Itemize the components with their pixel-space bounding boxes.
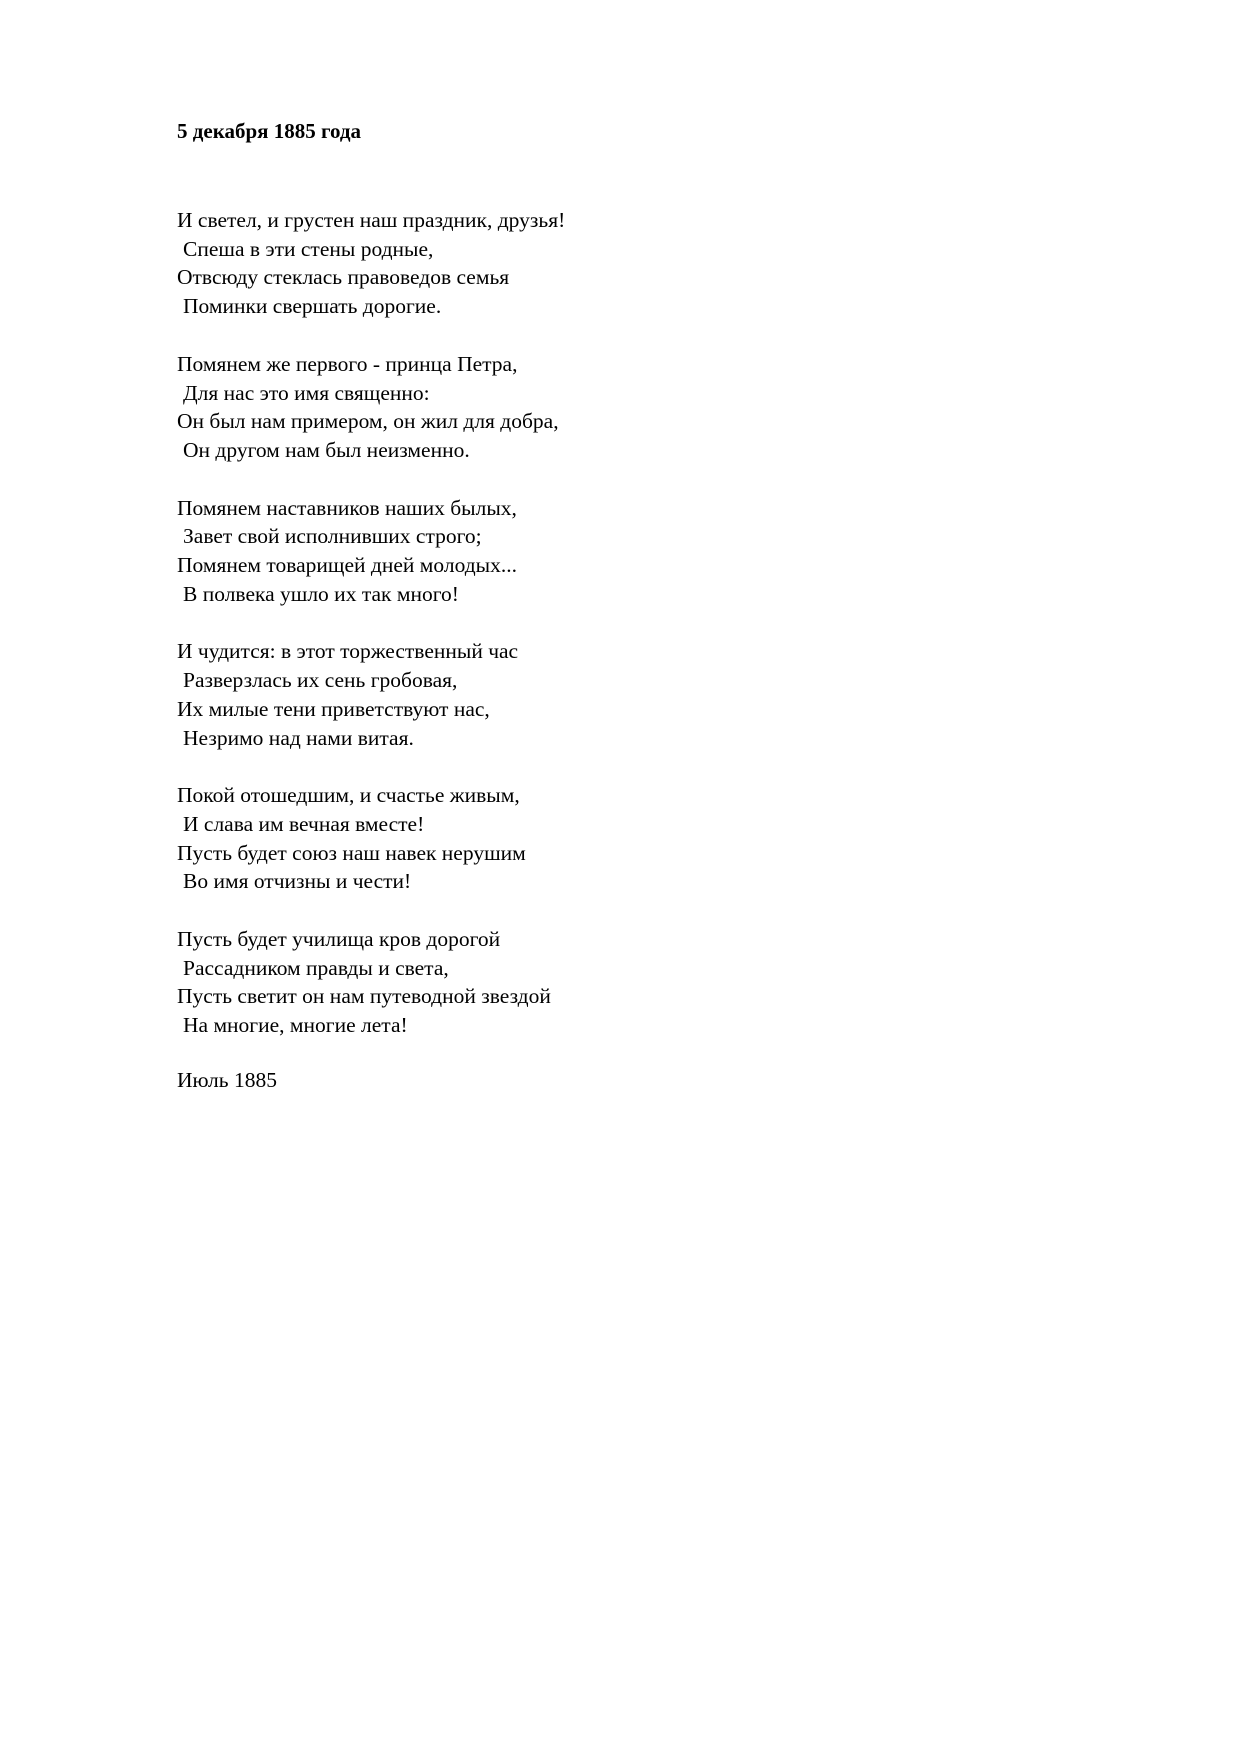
poem-line: И слава им вечная вместе! — [183, 811, 425, 836]
poem-line: Разверзлась их сень гробовая, — [183, 668, 458, 693]
stanza — [177, 781, 1077, 896]
poem-line: Поминки свершать дорогие. — [183, 294, 442, 319]
poem-body — [177, 206, 1077, 1069]
stanza — [177, 494, 1077, 609]
poem-line: Спеша в эти стены родные, — [183, 236, 434, 261]
poem-line: На многие, многие лета! — [183, 1013, 408, 1038]
poem-line: Завет свой исполнивших строго; — [183, 524, 482, 549]
poem-title: 5 декабря 1885 года — [177, 119, 362, 143]
poem-line: Помянем товарищей дней молодых... — [177, 553, 517, 578]
stanza — [177, 206, 1077, 321]
poem-line: Во имя отчизны и чести! — [183, 869, 412, 894]
poem-line: И чудится: в этот торжественный час — [177, 639, 519, 664]
stanza — [177, 637, 1077, 752]
poem-line: Помянем наставников наших былых, — [177, 495, 517, 520]
poem-line: И светел, и грустен наш праздник, друзья! — [177, 208, 566, 232]
poem-line: Пусть светит он нам путеводной звездой — [177, 984, 551, 1009]
poem-line: В полвека ушло их так много! — [183, 581, 459, 606]
poem-line: Он был нам примером, он жил для добра, — [177, 409, 559, 434]
poem-line: Помянем же первого - принца Петра, — [177, 351, 518, 376]
poem-line: Их милые тени приветствуют нас, — [177, 696, 490, 721]
poem-line: Для нас это имя священно: — [183, 380, 430, 405]
poem-line: Незримо над нами витая. — [183, 725, 414, 750]
stanza — [177, 925, 1077, 1040]
poem-date: Июль 1885 — [177, 1068, 277, 1092]
poem-line: Он другом нам был неизменно. — [183, 437, 470, 462]
poem-line: Рассадником правды и света, — [183, 955, 449, 980]
poem-line: Отвсюду стеклась правоведов семья — [177, 265, 510, 290]
poem-line: Пусть будет союз наш навек нерушим — [177, 840, 526, 865]
stanza — [177, 350, 1077, 465]
poem-line: Покой отошедшим, и счастье живым, — [177, 783, 520, 808]
poem-line: Пусть будет училища кров дорогой — [177, 927, 501, 952]
